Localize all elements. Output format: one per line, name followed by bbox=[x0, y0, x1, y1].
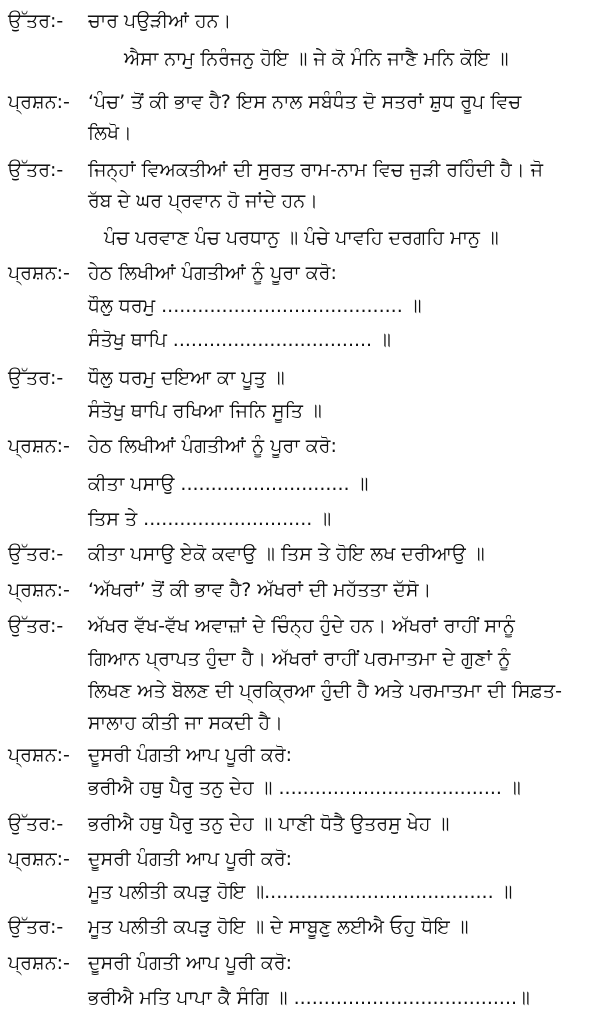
fill-in-text: ਧੌਲੁ ਧਰਮੁ ........................................ ॥ bbox=[88, 295, 422, 317]
question-label: ਪ੍ਰਸ਼ਨ:- bbox=[8, 848, 70, 870]
question-text: ਲਿਖੋ। bbox=[88, 122, 132, 144]
question-label: ਪ੍ਰਸ਼ਨ:- bbox=[8, 91, 70, 113]
answer-label: ਉੱਤਰ:- bbox=[8, 543, 64, 565]
answer-text: ਮੂਤ ਪਲੀਤੀ ਕਪੜੁ ਹੋਇ ॥ ਦੇ ਸਾਬੂਣੁ ਲਈਐ ਓਹੁ ਧੋਇ ॥ bbox=[88, 916, 469, 938]
question-text: ਦੂਸਰੀ ਪੰਗਤੀ ਆਪ ਪੂਰੀ ਕਰੋ: bbox=[88, 952, 293, 974]
fill-in-text: ਕੀਤਾ ਪਸਾਉ ............................ ॥ bbox=[88, 473, 369, 495]
answer-label: ਉੱਤਰ:- bbox=[8, 615, 64, 637]
answer-text: ਭਰੀਐ ਹਥੁ ਪੈਰੁ ਤਨੁ ਦੇਹ ॥ ਪਾਣੀ ਧੋਤੈ ਉਤਰਸੁ ਖੇਹ ॥ bbox=[88, 813, 450, 835]
question-text: ‘ਪੰਚ’ ਤੋਂ ਕੀ ਭਾਵ ਹੈ? ਇਸ ਨਾਲ ਸਬੰਧੰਤ ਦੋ ਸਤਰਾਂ ਸ਼ੁਧ ਰੂਪ ਵਿਚ bbox=[88, 91, 522, 113]
question-text: ਹੇਠ ਲਿਖੀਆਂ ਪੰਗਤੀਆਂ ਨੂੰ ਪੂਰਾ ਕਰੋ: bbox=[88, 435, 337, 457]
fill-in-text: ਮੂਤ ਪਲੀਤੀ ਕਪੜੁ ਹੋਇ ॥...................................... ॥ bbox=[88, 881, 513, 903]
answer-text: ਗਿਆਨ ਪ੍ਰਾਪਤ ਹੁੰਦਾ ਹੈ। ਅੱਖਰਾਂ ਰਾਹੀਂ ਪਰਮਾਤਮਾ ਦੇ ਗੁਣਾਂ ਨੂੰ bbox=[88, 648, 511, 670]
answer-text: ਸਾਲਾਹ ਕੀਤੀ ਜਾ ਸਕਦੀ ਹੈ। bbox=[88, 712, 283, 734]
answer-text: ਚਾਰ ਪਉੜੀਆਂ ਹਨ। bbox=[88, 10, 232, 32]
fill-in-text: ਤਿਸ ਤੇ ............................ ॥ bbox=[88, 508, 332, 530]
answer-label: ਉੱਤਰ:- bbox=[8, 10, 64, 32]
answer-text: ਸੰਤੋਖੁ ਥਾਪਿ ਰਖਿਆ ਜਿਨਿ ਸੂਤਿ ॥ bbox=[88, 400, 322, 422]
question-text: ਦੂਸਰੀ ਪੰਗਤੀ ਆਪ ਪੂਰੀ ਕਰੋ: bbox=[88, 744, 293, 766]
fill-in-text: ਭਰੀਐ ਹਥੁ ਪੈਰੁ ਤਨੁ ਦੇਹ ॥ ..................................... ॥ bbox=[88, 777, 521, 799]
verse-text: ਪੰਚ ਪਰਵਾਣ ਪੰਚ ਪਰਧਾਨੁ ॥ ਪੰਚੇ ਪਾਵਹਿ ਦਰਗਹਿ ਮਾਨੁ ॥ bbox=[104, 227, 499, 249]
fill-in-text: ਭਰੀਐ ਮਤਿ ਪਾਪਾ ਕੈ ਸੰਗਿ ॥ .....................................॥ bbox=[88, 987, 530, 1009]
verse-text: ਐਸਾ ਨਾਮੁ ਨਿਰੰਜਨੁ ਹੋਇ ॥ ਜੇ ਕੋ ਮੰਨਿ ਜਾਣੈ ਮਨਿ ਕੋਇ ॥ bbox=[124, 48, 509, 70]
question-label: ਪ੍ਰਸ਼ਨ:- bbox=[8, 435, 70, 457]
question-label: ਪ੍ਰਸ਼ਨ:- bbox=[8, 952, 70, 974]
question-label: ਪ੍ਰਸ਼ਨ:- bbox=[8, 579, 70, 601]
question-text: ਹੇਠ ਲਿਖੀਆਂ ਪੰਗਤੀਆਂ ਨੂੰ ਪੂਰਾ ਕਰੋ: bbox=[88, 262, 337, 284]
answer-label: ਉੱਤਰ:- bbox=[8, 159, 64, 181]
question-text: ‘ਅੱਖਰਾਂ’ ਤੋਂ ਕੀ ਭਾਵ ਹੈ? ਅੱਖਰਾਂ ਦੀ ਮਹੱਤਤਾ ਦੱਸੋ। bbox=[88, 579, 432, 601]
answer-text: ਧੌਲੁ ਧਰਮੁ ਦਇਆ ਕਾ ਪੂਤੁ ॥ bbox=[88, 367, 285, 389]
answer-label: ਉੱਤਰ:- bbox=[8, 367, 64, 389]
answer-label: ਉੱਤਰ:- bbox=[8, 916, 64, 938]
answer-text: ਰੱਬ ਦੇ ਘਰ ਪ੍ਰਵਾਨ ਹੋ ਜਾਂਦੇ ਹਨ। bbox=[88, 190, 318, 212]
question-label: ਪ੍ਰਸ਼ਨ:- bbox=[8, 744, 70, 766]
fill-in-text: ਸੰਤੋਖੁ ਥਾਪਿ ................................. ॥ bbox=[88, 329, 391, 351]
answer-text: ਕੀਤਾ ਪਸਾਉ ਏਕੋ ਕਵਾਉ ॥ ਤਿਸ ਤੇ ਹੋਇ ਲਖ ਦਰੀਆਉ ॥ bbox=[88, 543, 485, 565]
answer-text: ਅੱਖਰ ਵੱਖ-ਵੱਖ ਅਵਾਜ਼ਾਂ ਦੇ ਚਿੰਨ੍ਹ ਹੁੰਦੇ ਹਨ। ਅੱਖਰਾਂ ਰਾਹੀਂ ਸਾਨੂੰ bbox=[88, 615, 515, 637]
question-label: ਪ੍ਰਸ਼ਨ:- bbox=[8, 262, 70, 284]
question-text: ਦੂਸਰੀ ਪੰਗਤੀ ਆਪ ਪੂਰੀ ਕਰੋ: bbox=[88, 848, 293, 870]
answer-label: ਉੱਤਰ:- bbox=[8, 813, 64, 835]
answer-text: ਜਿਨ੍ਹਾਂ ਵਿਅਕਤੀਆਂ ਦੀ ਸੁਰਤ ਰਾਮ-ਨਾਮ ਵਿਚ ਜੁੜੀ ਰਹਿੰਦੀ ਹੈ। ਜੋ bbox=[88, 159, 544, 181]
answer-text: ਲਿਖਣ ਅਤੇ ਬੋਲਣ ਦੀ ਪ੍ਰਕ੍ਰਿਆ ਹੁੰਦੀ ਹੈ ਅਤੇ ਪਰਮਾਤਮਾ ਦੀ ਸਿਫ਼ਤ- bbox=[88, 680, 562, 702]
